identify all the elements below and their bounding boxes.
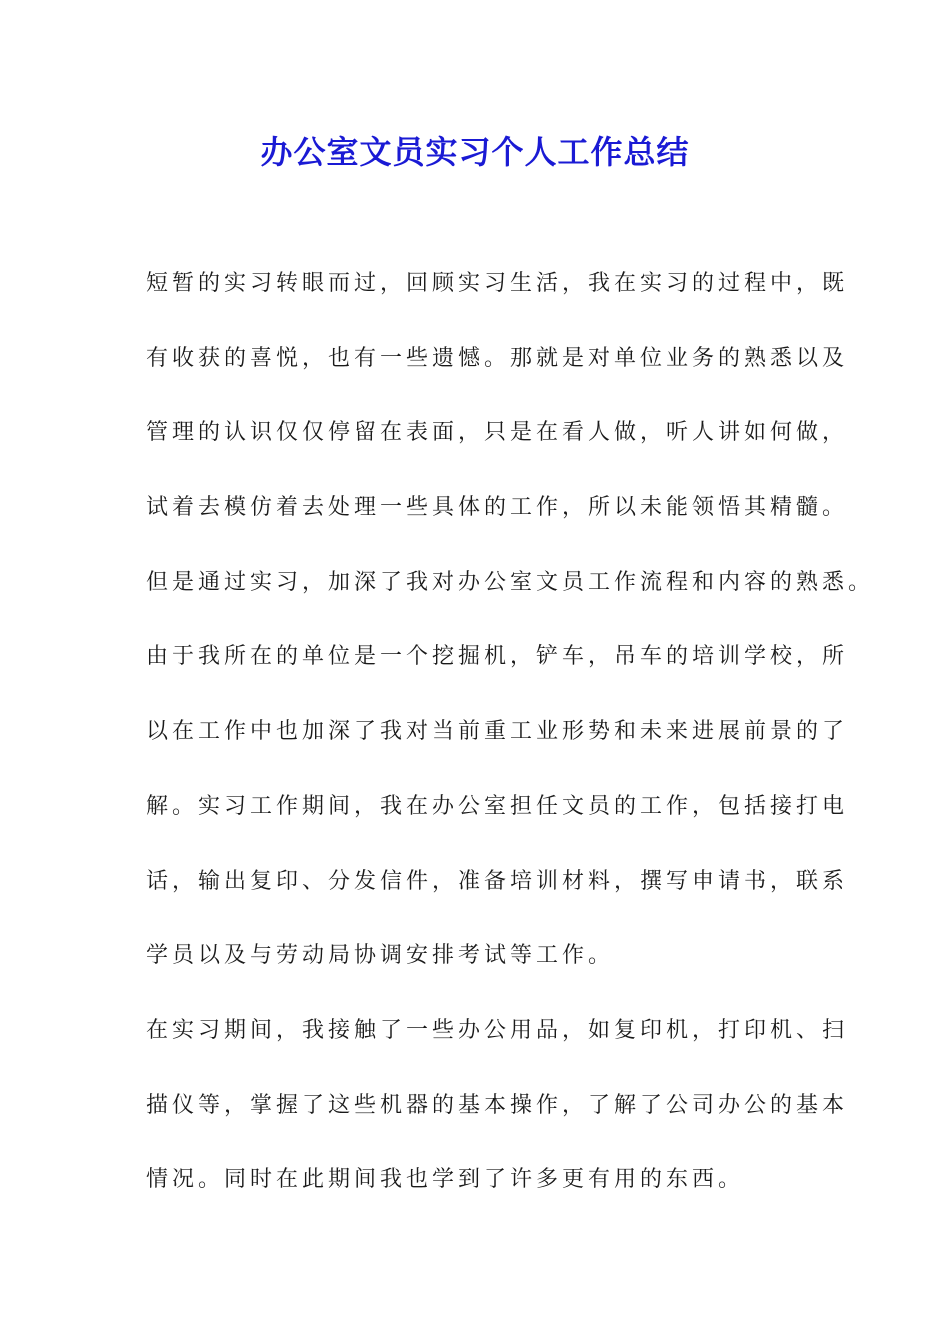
paragraph-line: 有收获的喜悦，也有一些遗憾。那就是对单位业务的熟悉以及 [146, 345, 849, 371]
paragraph-line: 管理的认识仅仅停留在表面，只是在看人做，听人讲如何做， [146, 420, 849, 446]
paragraph-line: 解。实习工作期间，我在办公室担任文员的工作，包括接打电 [146, 793, 849, 819]
paragraph-line: 以在工作中也加深了我对当前重工业形势和未来进展前景的了 [146, 719, 849, 745]
page-title: 办公室文员实习个人工作总结 [260, 133, 690, 171]
paragraph-line: 学员以及与劳动局协调安排考试等工作。 [146, 943, 615, 969]
paragraph-line: 但是通过实习，加深了我对办公室文员工作流程和内容的熟悉。 [146, 569, 875, 595]
paragraph-line: 话，输出复印、分发信件，准备培训材料，撰写申请书，联系 [146, 868, 849, 894]
paragraph-line: 描仪等，掌握了这些机器的基本操作，了解了公司办公的基本 [146, 1092, 849, 1118]
paragraph-line: 短暂的实习转眼而过，回顾实习生活，我在实习的过程中，既 [146, 271, 849, 296]
paragraph-line: 在实习期间，我接触了一些办公用品，如复印机，打印机、扫 [146, 1017, 849, 1043]
paragraph-line: 由于我所在的单位是一个挖掘机，铲车，吊车的培训学校，所 [146, 644, 849, 670]
paragraph-line: 试着去模仿着去处理一些具体的工作，所以未能领悟其精髓。 [146, 495, 849, 521]
document-body [146, 264, 875, 1235]
paragraph-line: 情况。同时在此期间我也学到了许多更有用的东西。 [146, 1167, 745, 1193]
